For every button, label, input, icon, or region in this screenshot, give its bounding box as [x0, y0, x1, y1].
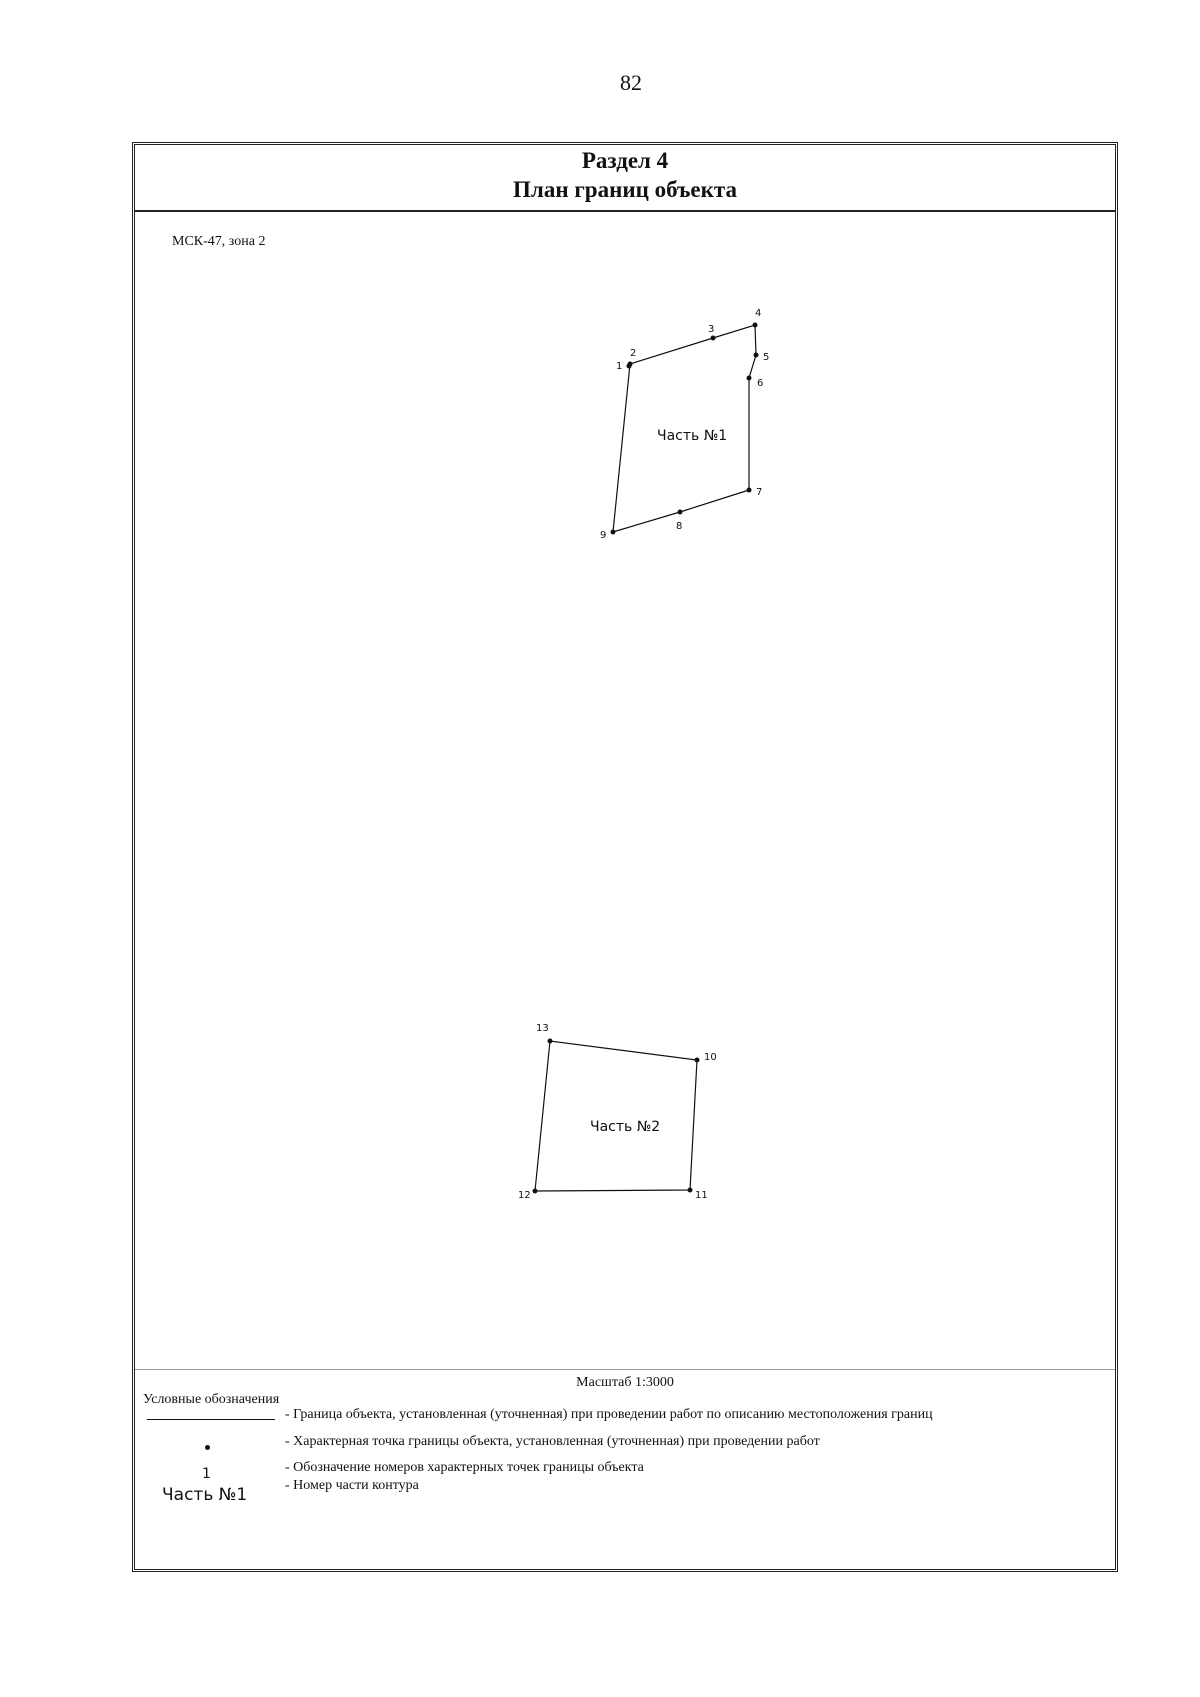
vertex-label-3: 3 — [708, 324, 715, 335]
vertex-9 — [611, 530, 616, 535]
legend-divider — [135, 1369, 1115, 1370]
vertex-label-6: 6 — [757, 378, 764, 389]
vertex-label-2: 2 — [630, 348, 637, 359]
vertex-12 — [533, 1189, 538, 1194]
vertex-label-8: 8 — [676, 521, 683, 532]
legend-boundary-text: - Граница объекта, установленная (уточненная) при проведении работ по описанию местоположения границ — [285, 1407, 933, 1422]
vertex-7 — [747, 488, 752, 493]
vertex-5 — [754, 353, 759, 358]
vertex-label-10: 10 — [704, 1052, 717, 1063]
coordinate-system-label: МСК-47, зона 2 — [172, 234, 266, 249]
scale-label: Масштаб 1:3000 — [576, 1375, 674, 1390]
legend-part-symbol: Часть №1 — [162, 1485, 248, 1505]
vertex-3 — [711, 336, 716, 341]
legend-point-symbol — [205, 1445, 210, 1450]
vertex-6 — [747, 376, 752, 381]
boundary-plan — [135, 145, 1115, 1365]
document-frame — [132, 142, 1118, 1572]
vertex-label-1: 1 — [616, 361, 623, 372]
vertex-label-13: 13 — [536, 1023, 549, 1034]
legend-number-symbol: 1 — [202, 1466, 211, 1482]
page-number: 82 — [620, 70, 642, 95]
part-2-label: Часть №2 — [590, 1119, 661, 1135]
vertex-4 — [753, 323, 758, 328]
vertex-label-5: 5 — [763, 352, 770, 363]
vertex-11 — [688, 1188, 693, 1193]
plan-title: План границ объекта — [513, 177, 737, 202]
vertex-label-9: 9 — [600, 530, 607, 541]
part-2-vertices — [533, 1039, 700, 1194]
legend-part-text: - Номер части контура — [285, 1478, 419, 1493]
vertex-2 — [628, 362, 633, 367]
vertex-label-11: 11 — [695, 1190, 708, 1201]
legend-title: Условные обозначения — [143, 1392, 280, 1407]
vertex-13 — [548, 1039, 553, 1044]
part-2-boundary — [535, 1041, 697, 1191]
vertex-label-12: 12 — [518, 1190, 531, 1201]
vertex-label-4: 4 — [755, 308, 762, 319]
section-title: Раздел 4 — [581, 148, 669, 173]
vertex-8 — [678, 510, 683, 515]
vertex-label-7: 7 — [756, 487, 763, 498]
vertex-10 — [695, 1058, 700, 1063]
legend-number-text: - Обозначение номеров характерных точек границы объекта — [285, 1460, 644, 1475]
part-1-label: Часть №1 — [657, 428, 728, 444]
legend-boundary-line-symbol — [147, 1419, 275, 1420]
legend-point-text: - Характерная точка границы объекта, установленная (уточненная) при проведении работ — [285, 1434, 820, 1449]
part-1-vertex-labels — [600, 308, 769, 541]
